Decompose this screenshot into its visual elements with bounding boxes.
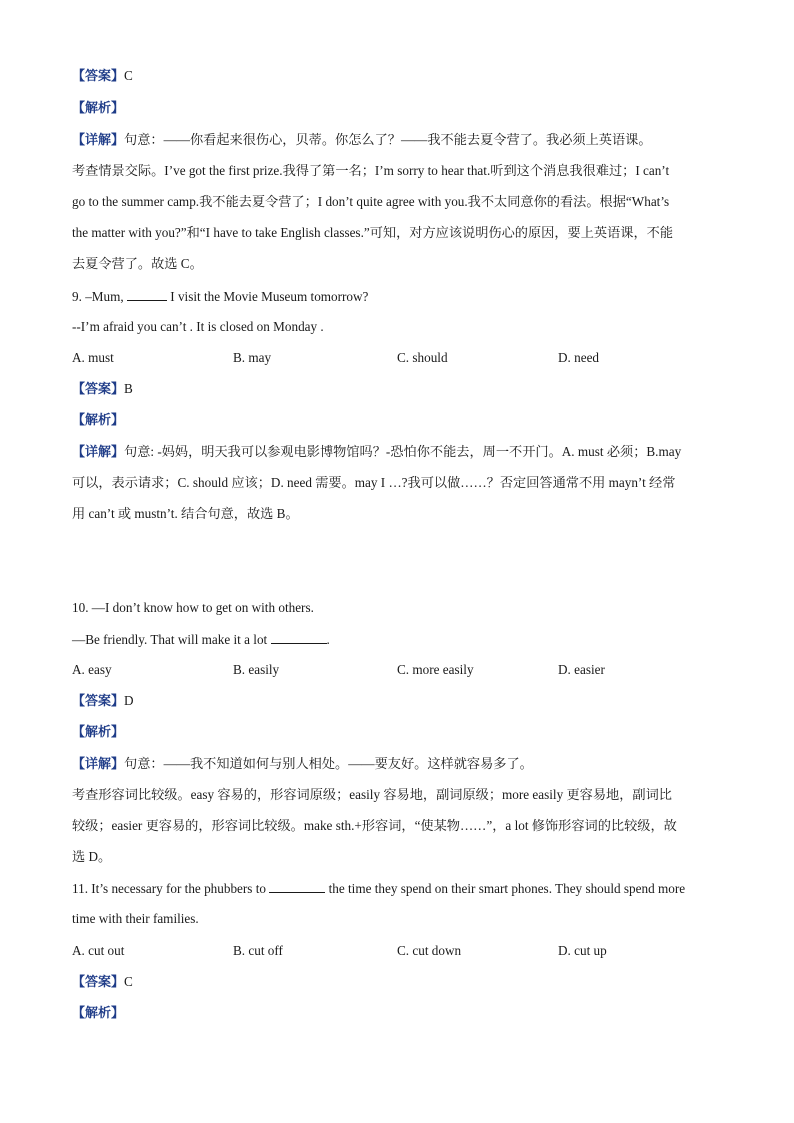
answer-line-q11: [72, 972, 732, 993]
option-d: D. easier: [558, 662, 605, 677]
option-b: B. easily: [233, 662, 280, 677]
detail-line-q8-1: [72, 130, 732, 151]
answer-value: C: [124, 974, 133, 989]
answer-blank: [271, 629, 327, 644]
answer-value: C: [124, 68, 133, 83]
option-a: A. cut out: [72, 943, 125, 958]
question-11-stem-2: time with their families.: [72, 911, 199, 926]
answer-line-q9: [72, 379, 732, 400]
answer-value: B: [124, 381, 133, 396]
answer-blank: [127, 286, 167, 301]
question-9-reply: --I’m afraid you can’t . It is closed on Monday .: [72, 319, 324, 334]
stem-part: the time they spend on their smart phones. They should spend more: [325, 881, 686, 896]
detail-label: 【详解】: [72, 757, 125, 772]
answer-blank: [269, 878, 325, 893]
option-d: D. cut up: [558, 943, 607, 958]
detail-line-q10-1: [72, 754, 732, 775]
analysis-label-q10: [72, 722, 732, 743]
stem-part: .: [326, 632, 330, 647]
detail-text: 句意：——我不知道如何与别人相处。——要友好。这样就容易多了。: [124, 756, 533, 771]
answer-line-q10: [72, 691, 732, 712]
option-c: C. more easily: [397, 662, 474, 677]
analysis-label-q11: [72, 1003, 732, 1024]
option-b: B. may: [233, 350, 272, 365]
stem-part: —Be friendly. That will make it a lot: [72, 632, 271, 647]
detail-line-q8-3: go to the summer camp.我不能去夏令营了；I don’t quite agree with you.我不太同意你的看法。根据“What’s: [72, 194, 670, 209]
answer-label: 【答案】: [72, 694, 125, 709]
option-c: C. should: [397, 350, 448, 365]
analysis-label-q8: [72, 98, 732, 119]
detail-line-q8-5: 去夏令营了。故选 C。: [72, 256, 203, 271]
stem-part: I visit the Movie Museum tomorrow?: [166, 289, 369, 304]
question-11-stem: [72, 878, 732, 899]
answer-label: 【答案】: [72, 69, 125, 84]
detail-text: 句意：——你看起来很伤心，贝蒂。你怎么了？——我不能去夏令营了。我必须上英语课。: [124, 132, 652, 147]
analysis-label-q9: [72, 410, 732, 431]
stem-part: 11. It’s necessary for the phubbers to: [72, 881, 270, 896]
answer-line-q8: [72, 66, 732, 87]
question-10-reply: [72, 629, 732, 650]
option-d: D. need: [558, 350, 600, 365]
detail-line-q9-1: [72, 442, 732, 463]
answer-label: 【答案】: [72, 975, 125, 990]
answer-value: D: [124, 693, 134, 708]
option-c: C. cut down: [397, 943, 462, 958]
detail-text: 句意: -妈妈，明天我可以参观电影博物馆吗？-恐怕你不能去，周一不开门。A. must 必须；B.may: [124, 444, 682, 459]
detail-label: 【详解】: [72, 133, 125, 148]
answer-label: 【答案】: [72, 382, 125, 397]
stem-part: 9. –Mum,: [72, 289, 127, 304]
detail-line-q9-3: 用 can’t 或 mustn’t. 结合句意，故选 B。: [72, 506, 299, 521]
analysis-label: 【解析】: [72, 725, 125, 740]
analysis-label: 【解析】: [72, 1006, 125, 1021]
analysis-label: 【解析】: [72, 101, 125, 116]
detail-line-q9-2: 可以，表示请求；C. should 应该；D. need 需要。may I …?我可以做……？否定回答通常不用 mayn’t 经常: [72, 475, 676, 490]
question-10-stem: 10. —I don’t know how to get on with others.: [72, 600, 314, 615]
detail-line-q10-3: 较级；easier 更容易的，形容词比较级。make sth.+形容词，“使某物……”，a lot 修饰形容词的比较级，故: [72, 818, 677, 833]
detail-label: 【详解】: [72, 445, 125, 460]
question-9-stem: [72, 286, 732, 307]
option-b: B. cut off: [233, 943, 283, 958]
detail-line-q8-4: the matter with you?”和“I have to take English classes.”可知，对方应该说明伤心的原因，要上英语课，不能: [72, 225, 674, 240]
detail-line-q8-2: 考查情景交际。I’ve got the first prize.我得了第一名；I’m sorry to hear that.听到这个消息我很难过；I can’t: [72, 163, 670, 178]
option-a: A. must: [72, 350, 114, 365]
detail-line-q10-2: 考查形容词比较级。easy 容易的，形容词原级；easily 容易地，副词原级；more easily 更容易地，副词比: [72, 787, 672, 802]
detail-line-q10-4: 选 D。: [72, 849, 112, 864]
analysis-label: 【解析】: [72, 413, 125, 428]
option-a: A. easy: [72, 662, 112, 677]
